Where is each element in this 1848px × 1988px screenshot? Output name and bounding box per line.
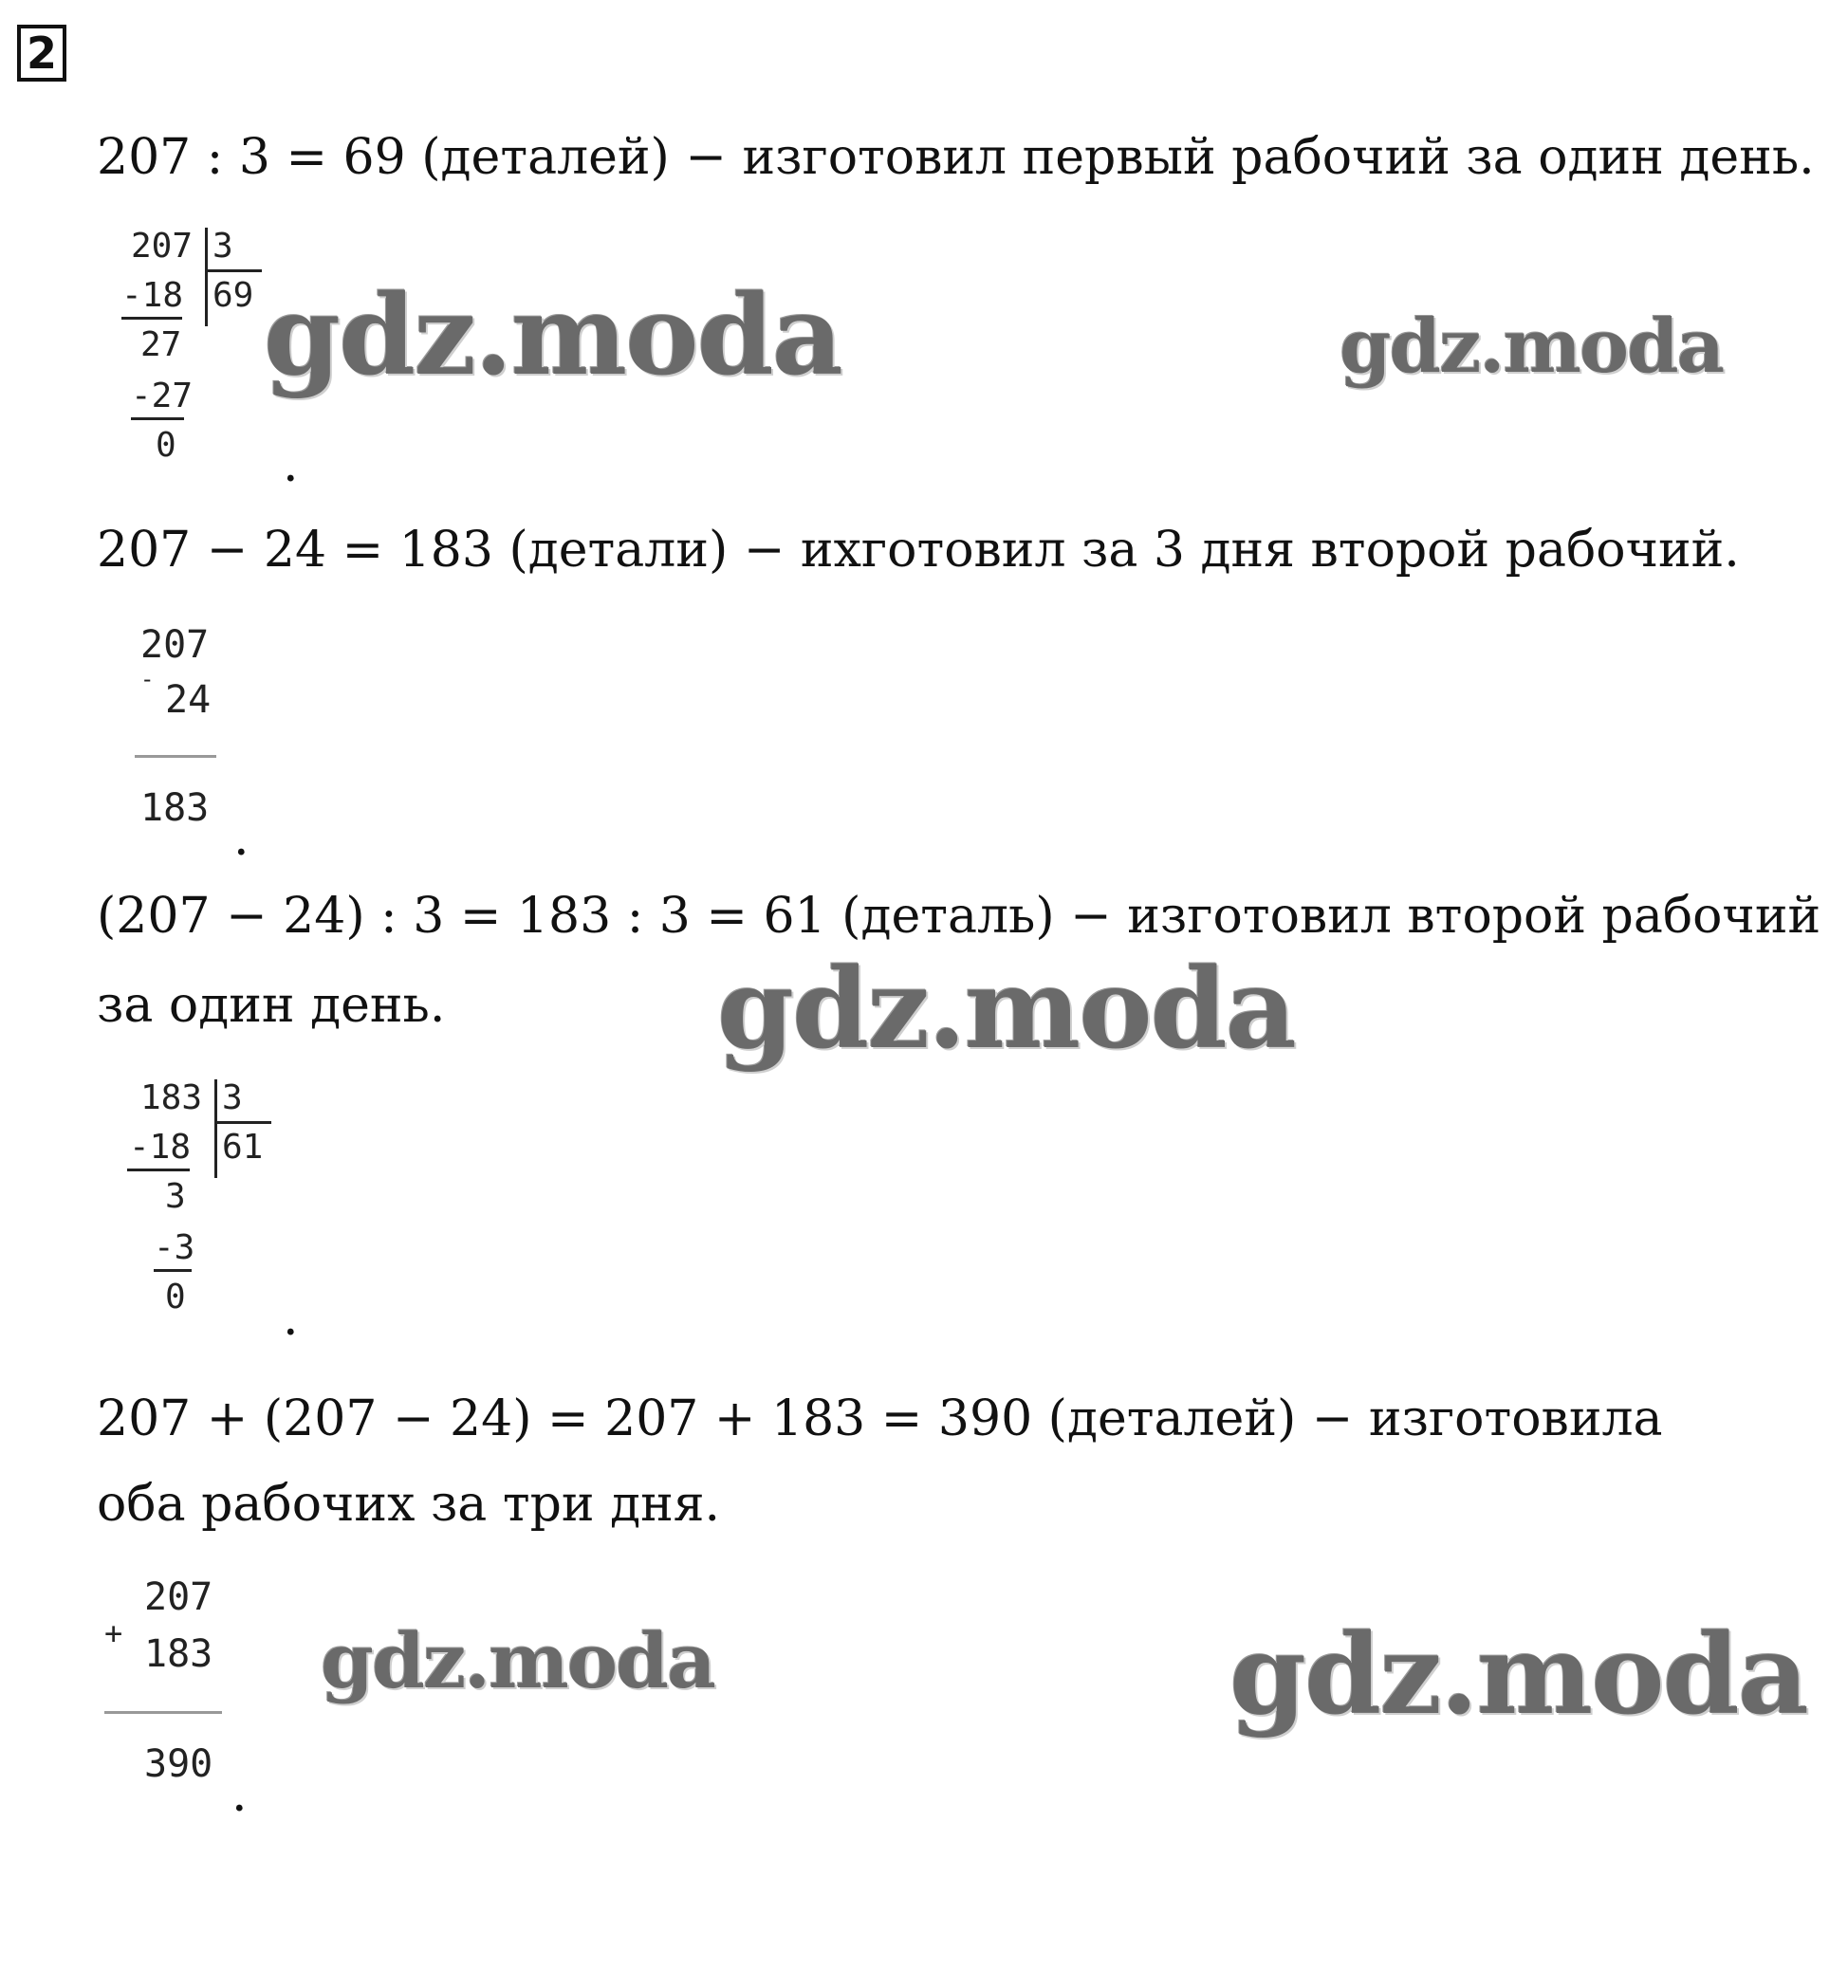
solution-line-3-cont: за один день.: [97, 977, 446, 1034]
addend-1: 207: [144, 1575, 213, 1619]
solution-line-2: 207 − 24 = 183 (детали) − ихготовил за 3 дня второй рабочий.: [97, 522, 1740, 579]
long-division-1: [114, 228, 266, 474]
sum: 390: [144, 1742, 213, 1786]
step-row: -18: [129, 1128, 192, 1167]
remainder: 0: [165, 1278, 186, 1316]
watermark: gdz.moda: [717, 945, 1295, 1074]
plus-sign: +: [104, 1615, 123, 1651]
watermark: gdz.moda: [321, 1616, 714, 1705]
period: .: [283, 436, 299, 493]
solution-line-4-cont: оба рабочих за три дня.: [97, 1476, 721, 1533]
result-line: [135, 755, 216, 758]
watermark: gdz.moda: [1340, 304, 1724, 390]
division-bar: [205, 228, 208, 326]
subtrahend: 24: [165, 678, 212, 722]
divisor: 3: [213, 227, 233, 266]
step-row: -3: [154, 1228, 195, 1267]
long-division-2: [123, 1079, 285, 1326]
step-row: -27: [131, 377, 194, 415]
dividend: 207: [131, 227, 194, 266]
period: .: [283, 1290, 299, 1347]
divisor-underline: [216, 1121, 271, 1124]
column-addition: [102, 1575, 254, 1796]
watermark: gdz.moda: [1229, 1611, 1807, 1740]
divisor-underline: [207, 269, 262, 272]
minus-sign: -: [140, 666, 155, 692]
minuend: 207: [140, 623, 210, 667]
solution-line-1: 207 : 3 = 69 (деталей) − изготовил первый рабочий за один день.: [97, 129, 1815, 186]
period: .: [233, 810, 249, 867]
dividend: 183: [140, 1078, 203, 1117]
task-number: 2: [17, 25, 66, 82]
period: .: [231, 1766, 248, 1823]
addend-2: 183: [144, 1632, 213, 1676]
step-underline: [154, 1269, 192, 1272]
step-underline: [121, 317, 182, 320]
step-row: 3: [165, 1177, 186, 1216]
watermark: gdz.moda: [264, 271, 841, 400]
quotient: 69: [213, 276, 254, 315]
difference: 183: [140, 786, 210, 830]
divisor: 3: [222, 1078, 243, 1117]
result-line: [104, 1711, 222, 1714]
step-underline: [127, 1169, 190, 1171]
step-row: -18: [121, 276, 184, 315]
division-bar: [214, 1079, 217, 1178]
quotient: 61: [222, 1128, 264, 1167]
step-row: 27: [140, 325, 182, 364]
solution-line-4: 207 + (207 − 24) = 207 + 183 = 390 (деталей) − изготовила: [97, 1390, 1663, 1447]
step-underline: [131, 417, 184, 420]
remainder: 0: [156, 426, 176, 465]
solution-line-3: (207 − 24) : 3 = 183 : 3 = 61 (деталь) − изготовил второй рабочий: [97, 888, 1821, 945]
